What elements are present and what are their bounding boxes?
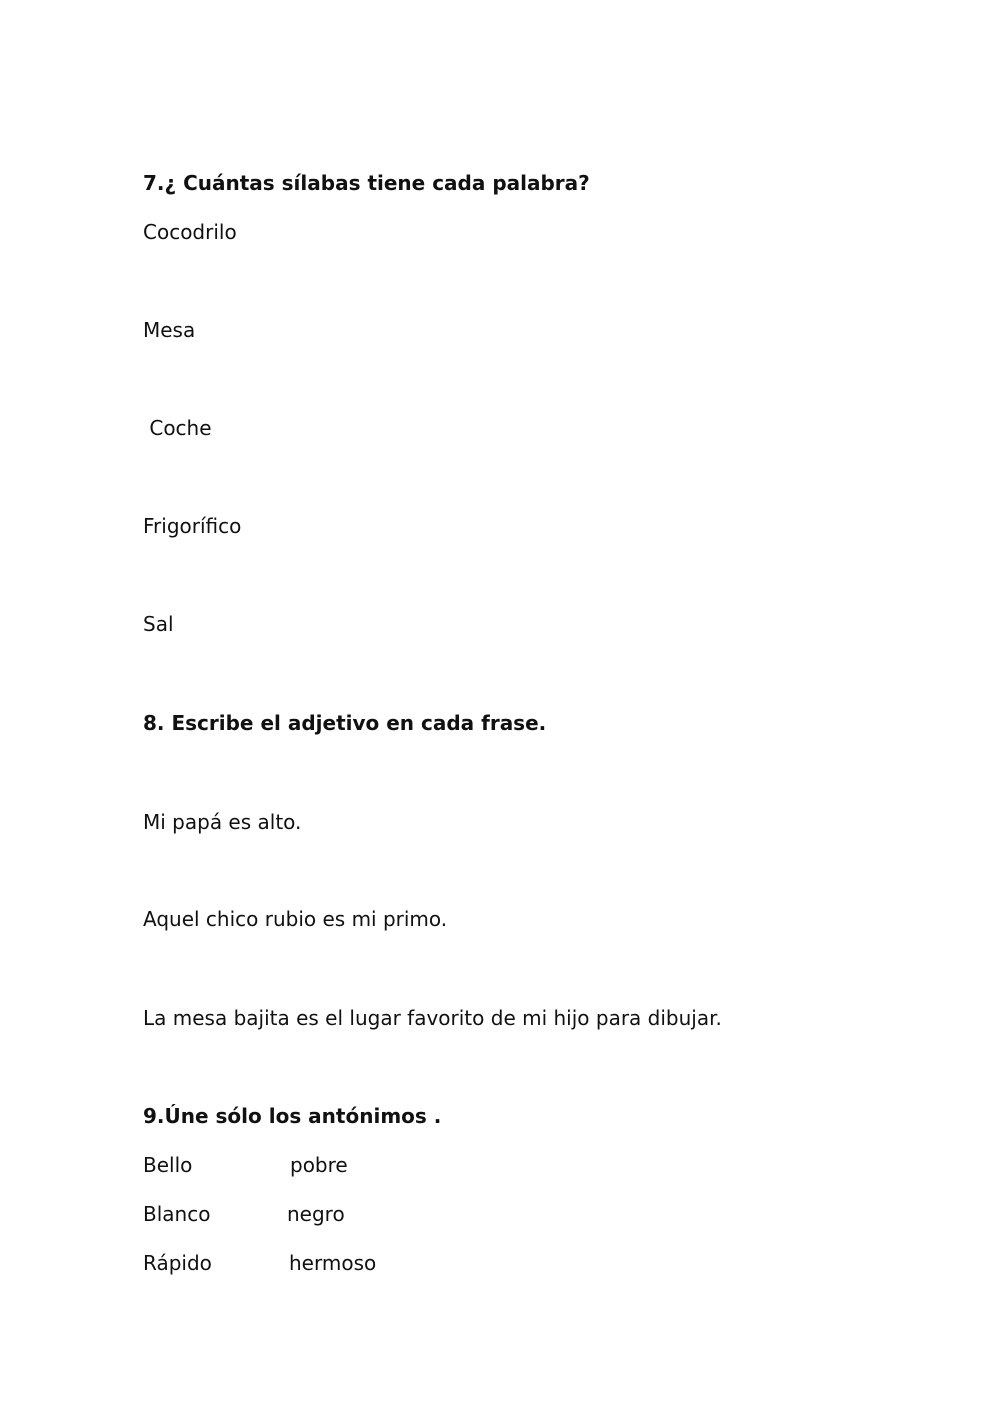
adjective-sentence: Aquel chico rubio es mi primo. — [143, 907, 448, 931]
antonym-left-word: Bello — [143, 1153, 193, 1177]
adjective-sentence: La mesa bajita es el lugar favorito de mi hijo para dibujar. — [143, 1006, 722, 1030]
antonym-right-word: pobre — [290, 1153, 348, 1177]
antonym-right-word: hermoso — [289, 1251, 377, 1275]
syllable-word: Mesa — [143, 318, 196, 342]
question-8-title: 8. Escribe el adjetivo en cada frase. — [143, 711, 547, 735]
syllable-word: Coche — [143, 416, 212, 440]
syllable-word: Cocodrilo — [143, 220, 237, 244]
question-9-title: 9.Úne sólo los antónimos . — [143, 1104, 442, 1128]
antonym-left-word: Blanco — [143, 1202, 211, 1226]
syllable-word: Sal — [143, 612, 174, 636]
antonym-left-word: Rápido — [143, 1251, 212, 1275]
question-7-title: 7.¿ Cuántas sílabas tiene cada palabra? — [143, 171, 590, 195]
syllable-word: Frigorífico — [143, 514, 242, 538]
adjective-sentence: Mi papá es alto. — [143, 810, 302, 834]
antonym-right-word: negro — [287, 1202, 345, 1226]
